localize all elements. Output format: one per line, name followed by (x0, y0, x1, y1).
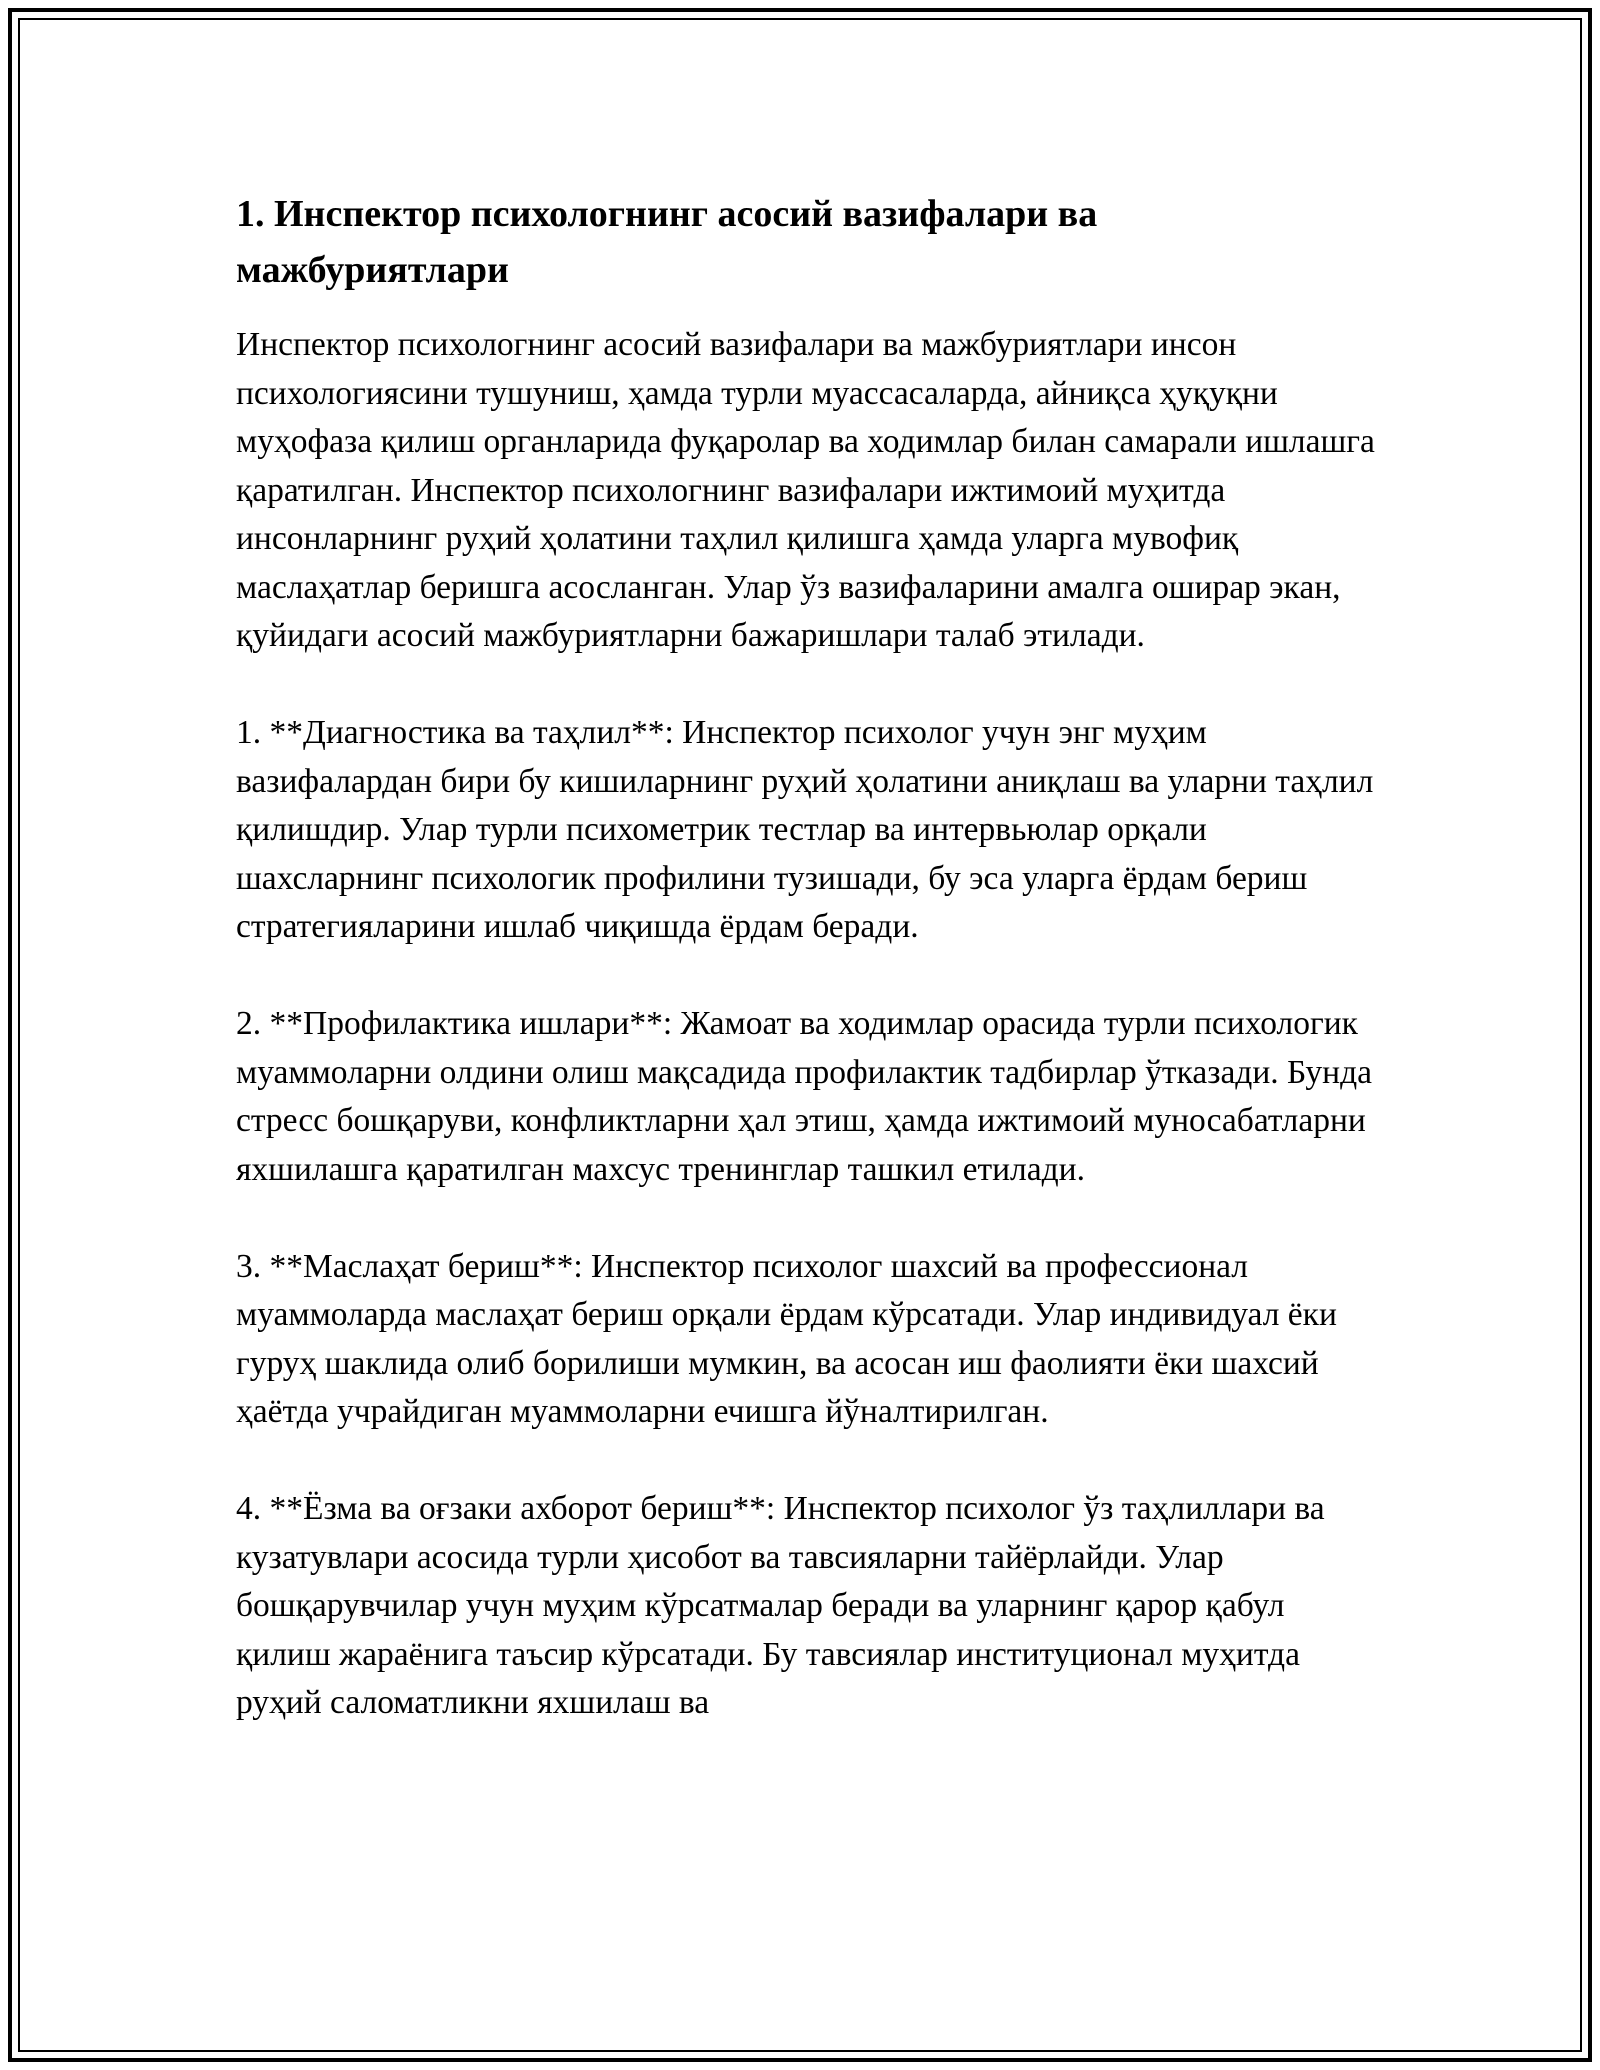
intro-paragraph: Инспектор психологнинг асосий вазифалари ва мажбуриятлари инсон психологиясини тушуниш, ҳамда турли муассасаларда, айниқса ҳуқуқни муҳофаза қилиш органларида фуқаролар ва ходимлар билан самарали ишлашга қаратилган. Инспектор психологнинг вазифалари ижтимоий муҳитда инсонларнинг руҳий ҳолатини таҳлил қилишга ҳамда уларга мувофиқ маслаҳатлар беришга асосланган. Улар ўз вазифаларини амалга оширар экан, қуйидаги асосий мажбуриятларни бажаришлари талаб этилади. (236, 326, 1375, 654)
list-item-diagnostics: 1. **Диагностика ва таҳлил**: Инспектор психолог учун энг муҳим вазифалардан бири бу кишиларнинг руҳий ҳолатини аниқлаш ва уларни таҳлил қилишдир. Улар турли психометрик тестлар ва интервьюлар орқали шахсларнинг психологик профилини тузишади, бу эса уларга ёрдам бериш стратегияларини ишлаб чиқишда ёрдам беради. (236, 714, 1374, 945)
list-item-prevention: 2. **Профилактика ишлари**: Жамоат ва ходимлар орасида турли психологик муаммоларни олдини олиш мақсадида профилактик тадбирлар ўтказади. Бунда стресс бошқаруви, конфликтларни ҳал этиш, ҳамда ижтимоий муносабатларни яхшилашга қаратилган махсус тренинглар ташкил етилади. (236, 1005, 1373, 1188)
document-body (236, 186, 1386, 1776)
list-item-counseling: 3. **Маслаҳат бериш**: Инспектор психолог шахсий ва профессионал муаммоларда маслаҳат бериш орқали ёрдам кўрсатади. Улар индивидуал ёки гуруҳ шаклида олиб борилиши мумкин, ва асосан иш фаолияти ёки шахсий ҳаётда учрайдиган муаммоларни ечишга йўналтирилган. (236, 1247, 1337, 1430)
section-heading: 1. Инспектор психологнинг асосий вазифалари ва мажбуриятлари (236, 193, 1098, 291)
list-item-reporting: 4. **Ёзма ва оғзаки ахборот бериш**: Инспектор психолог ўз таҳлиллари ва кузатувлари асосида турли ҳисобот ва тавсияларни тайёрлайди. Улар бошқарувчилар учун муҳим кўрсатмалар беради ва уларнинг қарор қабул қилиш жараёнига таъсир кўрсатади. Бу тавсиялар институционал муҳитда руҳий саломатликни яхшилаш ва (236, 1490, 1325, 1721)
